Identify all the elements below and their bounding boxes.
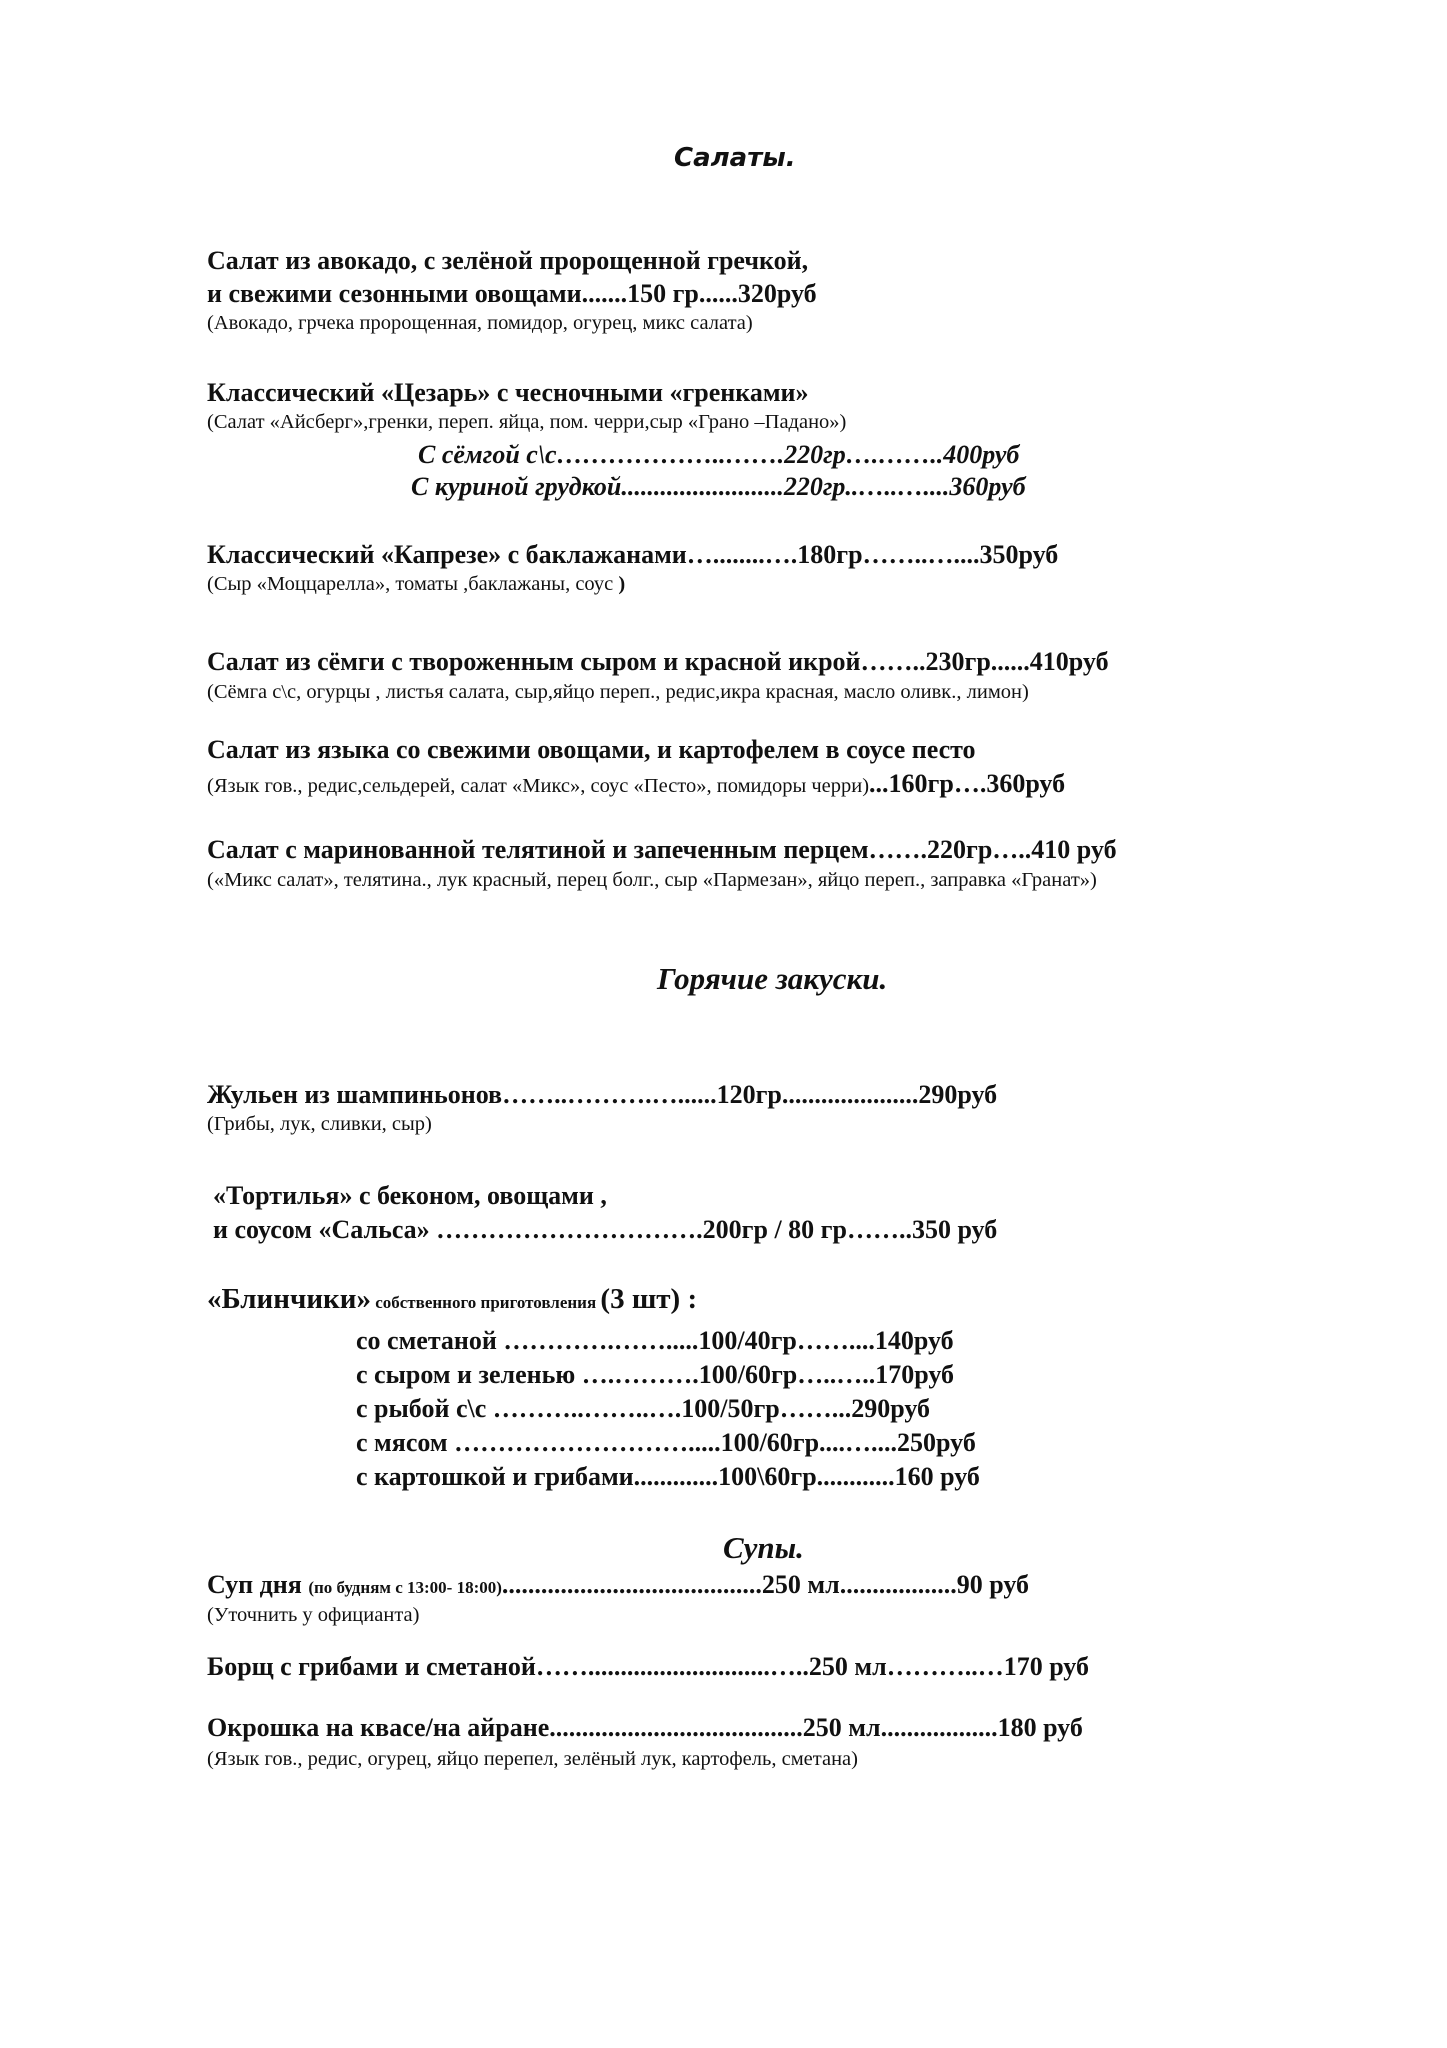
caprese-salad-title: Классический «Капрезе» с баклажанами…........….180гр……..…....350руб [207, 540, 1059, 569]
salmon-salad-description: (Сёмга с\с, огурцы , листья салата, сыр,яйцо переп., редис,икра красная, масло оливк., лимон) [207, 681, 1029, 703]
pancake-item: с сыром и зеленью ….……….100/60гр…..…..170руб [356, 1360, 955, 1389]
borsch-line: Борщ с грибами и сметаной……............................…..250 мл………..…170 руб [207, 1652, 1089, 1681]
soup-of-the-day-description: (Уточнить у официанта) [207, 1604, 420, 1626]
soup-of-the-day: Суп дня (по будням с 13:00- 18:00)........................................250 мл..................90 руб [207, 1570, 1029, 1599]
pancakes-heading: «Блинчики» собственного приготовления (3 шт) : [207, 1283, 698, 1315]
avocado-salad-description: (Авокадо, грчека пророщенная, помидор, огурец, микс салата) [207, 312, 753, 334]
okroshka-title: Окрошка на квасе/на айране.......................................250 мл..................180 руб [207, 1713, 1083, 1742]
tortilla-line-2: и соусом «Сальса» ………………………….200гр / 80 гр……..350 руб [213, 1215, 998, 1244]
caprese-salad-description: (Сыр «Моццарелла», томаты ,баклажаны, соус ) [207, 573, 626, 595]
tongue-salad-description: (Язык гов., редис,сельдерей, салат «Микс», соус «Песто», помидоры черри)...160гр….360руб [207, 769, 1066, 798]
pancake-item: со сметаной ………….…….....100/40гр……....140руб [356, 1326, 954, 1355]
caesar-salad-description: (Салат «Айсберг»,гренки, переп. яйца, пом. черри,сыр «Грано –Падано») [207, 411, 847, 433]
pancake-item: с мясом ……………………….....100/60гр....…....250руб [356, 1428, 976, 1457]
tongue-salad-title: Салат из языка со свежими овощами, и картофелем в соусе песто [207, 735, 976, 764]
caesar-salmon-option: С сёмгой с\с………………..…….220гр….……..400руб [418, 440, 1020, 469]
pancake-item: с картошкой и грибами.............100\60гр............160 руб [356, 1462, 980, 1491]
salmon-salad-title: Салат из сёмги с твороженным сыром и красной икрой……..230гр......410руб [207, 647, 1109, 676]
veal-salad-description: («Микс салат», телятина., лук красный, перец болг., сыр «Пармезан», яйцо переп., заправка «Гранат») [207, 869, 1097, 891]
caesar-chicken-option: С куриной грудкой.........................220гр..…..…....360руб [411, 472, 1026, 501]
section-title-hot-appetizers: Горячие закуски. [657, 961, 888, 996]
tortilla-line-1: «Тортилья» с беконом, овощами , [213, 1181, 607, 1210]
avocado-salad-line-1: Салат из авокадо, с зелёной пророщенной гречкой, [207, 246, 809, 275]
julienne-title: Жульен из шампиньонов……..……….…......120гр.....................290руб [207, 1080, 998, 1109]
veal-salad-title: Салат с маринованной телятиной и запеченным перцем…….220гр…..410 руб [207, 835, 1117, 864]
julienne-description: (Грибы, лук, сливки, сыр) [207, 1113, 432, 1135]
section-title-soups: Супы. [723, 1530, 804, 1565]
caesar-salad-title: Классический «Цезарь» с чесночными «гренками» [207, 378, 809, 407]
section-title-salads: Салаты. [674, 143, 796, 173]
pancake-item: с рыбой с\с ………..……..….100/50гр……...290руб [356, 1394, 931, 1423]
avocado-salad-line-2: и свежими сезонными овощами.......150 гр......320руб [207, 279, 817, 308]
okroshka-description: (Язык гов., редис, огурец, яйцо перепел, зелёный лук, картофель, сметана) [207, 1748, 858, 1770]
